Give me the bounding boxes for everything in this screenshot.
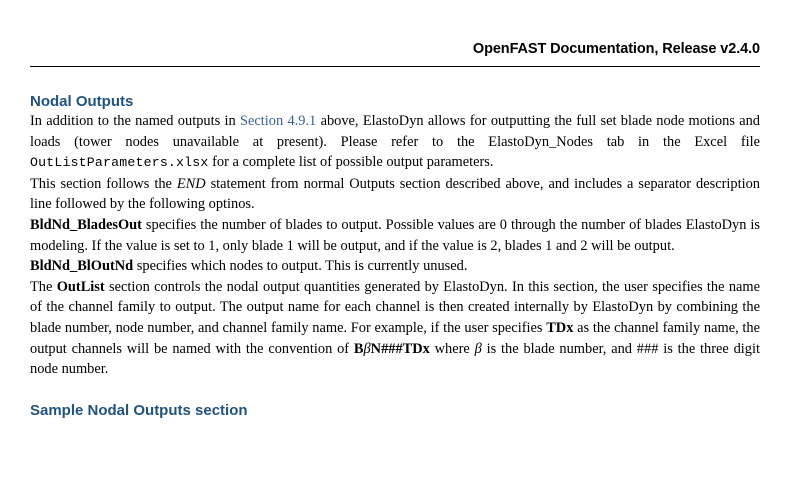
param-outlist: OutList — [56, 278, 105, 295]
intro-text-part1: In addition to the named outputs in — [30, 113, 240, 129]
page-content — [30, 92, 760, 420]
paragraph-bldnd-bladesout — [30, 215, 760, 256]
outlist-text-part5: is the blade number, and ### is the three digit node number. — [30, 340, 760, 378]
intro-text-part3: for a complete list of possible output parameters. — [208, 154, 494, 171]
intro-text-part2: above, ElastoDyn allows for outputting the full set blade node motions and loads (tower nodes unavailable at present). Please refer to the ElastoDyn_Nodes tab in the Excel file — [30, 113, 760, 150]
paragraph-outlist — [30, 277, 760, 380]
param-bldnd-bloutnd: BldNd_BlOutNd — [30, 258, 134, 275]
beta-variable-symbol: β — [474, 340, 482, 357]
subsection-title-sample-nodal-outputs: Sample Nodal Outputs section — [30, 401, 248, 419]
link-section-491[interactable]: Section 4.9.1 — [240, 113, 317, 129]
channel-naming-convention — [354, 341, 430, 357]
outlist-text-part3: as the channel family name, the output channels will be named with the convention of — [30, 319, 760, 357]
page-title: Nodal Outputs — [30, 93, 134, 110]
channel-suffix: N###TDx — [370, 340, 430, 357]
outlist-text-part1: The — [30, 278, 57, 295]
code-outlistparameters-xlsx: OutListParameters.xlsx — [30, 155, 209, 171]
end-text-part1: This section follows the — [30, 175, 177, 192]
paragraph-bldnd-bloutnd — [30, 256, 760, 277]
paragraph-intro — [30, 111, 760, 174]
bloutnd-description: specifies which nodes to output. This is currently unused. — [133, 258, 468, 275]
header-title: OpenFAST Documentation, Release v2.4.0 — [472, 41, 760, 57]
outlist-text-part4: where — [429, 340, 475, 357]
emphasis-end-keyword: END — [176, 175, 206, 192]
header-rule-divider — [30, 66, 760, 67]
channel-beta-symbol: β — [363, 340, 371, 357]
param-bldnd-bladesout: BldNd_BladesOut — [30, 216, 142, 233]
bladesout-description: specifies the number of blades to output. Possible values are 0 through the number of blades ElastoDyn is modeling. If the value is set to 1, only blade 1 will be output, and if the value is 2, blades 1 and 2 will be output. — [30, 216, 760, 254]
page-header — [30, 40, 760, 66]
paragraph-end-statement — [30, 174, 760, 215]
channel-prefix-b: B — [353, 340, 364, 357]
outlist-text-part2: section controls the nodal output quantities generated by ElastoDyn. In this section, the user specifies the name of the channel family to output. The output name for each channel is then created internally by ElastoDyn by combining the blade number, node number, and channel family name. For example, if the user specifies — [30, 278, 760, 336]
end-text-part2: statement from normal Outputs section described above, and includes a separator description line followed by the following optinos. — [30, 175, 760, 213]
param-tdx: TDx — [546, 319, 574, 336]
